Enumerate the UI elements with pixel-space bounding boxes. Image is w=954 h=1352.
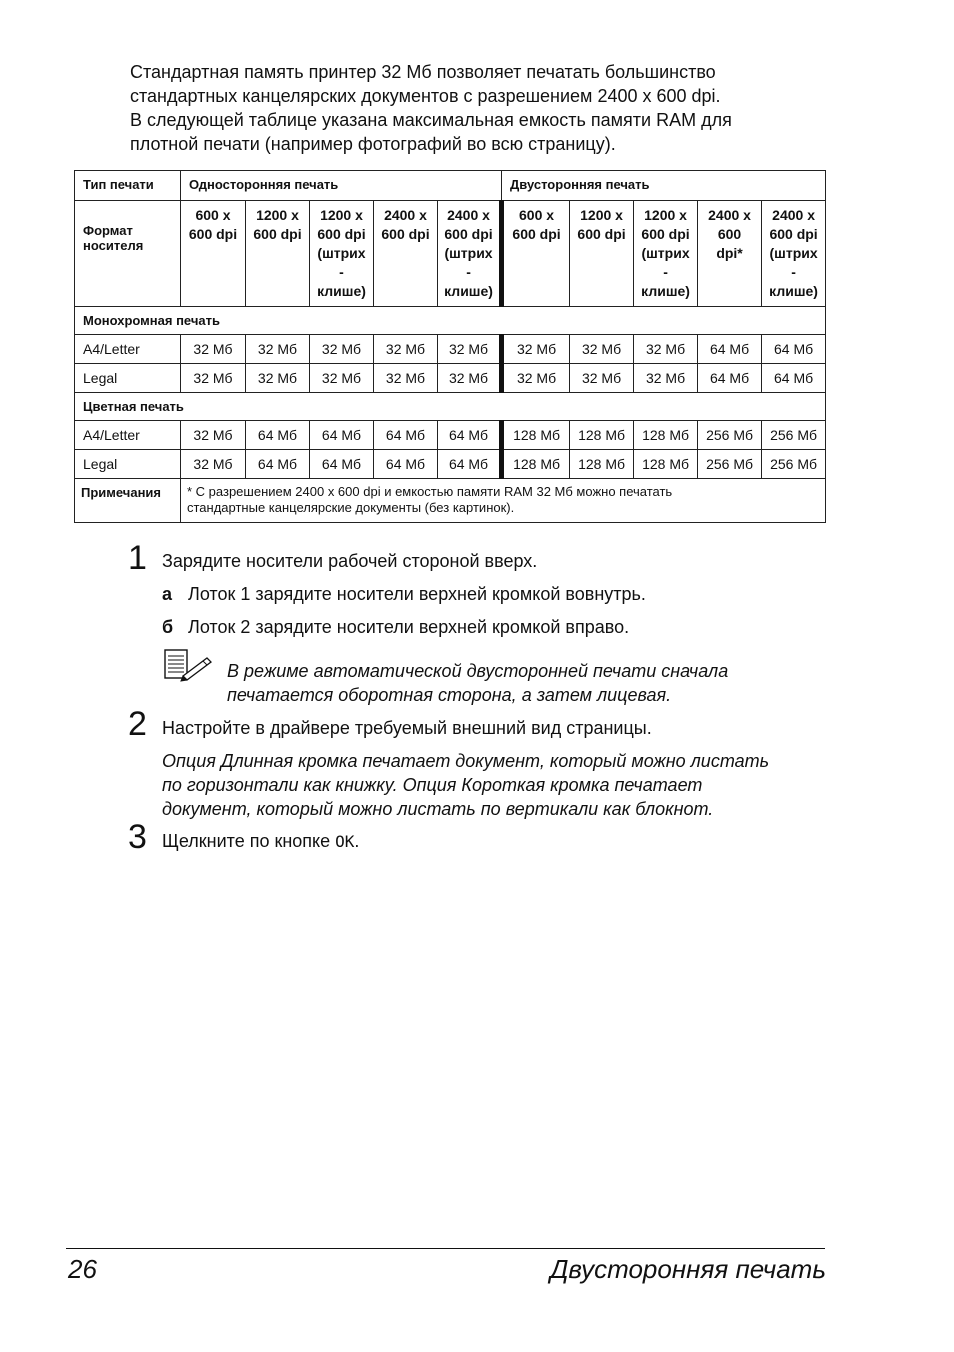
intro-line: В следующей таблице указана максимальная емкость памяти RAM для bbox=[130, 110, 732, 130]
note-line-2: печатается оборотная сторона, а затем лицевая. bbox=[227, 685, 672, 705]
substep-a-text: Лоток 1 зарядите носители верхней кромкой вовнутрь. bbox=[188, 584, 646, 604]
value-cell: 32 Мб bbox=[246, 364, 310, 393]
value-cell: 128 Мб bbox=[634, 450, 698, 479]
value-cell: 64 Мб bbox=[698, 364, 762, 393]
resolution-header: 2400 x 600 dpi bbox=[374, 201, 438, 307]
resolution-header: 1200 x 600 dpi bbox=[246, 201, 310, 307]
section-color-title: Цветная печать bbox=[75, 393, 826, 421]
page-number: 26 bbox=[68, 1254, 97, 1284]
table-row bbox=[75, 421, 826, 450]
value-cell: 128 Мб bbox=[502, 450, 570, 479]
step-2-text: Настройте в драйвере требуемый внешний вид страницы. bbox=[162, 718, 652, 738]
value-cell: 32 Мб bbox=[181, 364, 246, 393]
value-cell: 64 Мб bbox=[698, 335, 762, 364]
resolution-header: 1200 x 600 dpi (штрих - клише) bbox=[634, 201, 698, 307]
format-cell: A4/Letter bbox=[75, 421, 181, 450]
value-cell: 64 Мб bbox=[246, 421, 310, 450]
duplex-header: Двусторонняя печать bbox=[502, 171, 826, 201]
resolution-header: 2400 x 600 dpi* bbox=[698, 201, 762, 307]
step-3-text: Щелкните по кнопке OK. bbox=[162, 831, 360, 851]
value-cell: 64 Мб bbox=[246, 450, 310, 479]
value-cell: 32 Мб bbox=[181, 335, 246, 364]
table-row bbox=[75, 450, 826, 479]
value-cell: 64 Мб bbox=[438, 421, 502, 450]
value-cell: 32 Мб bbox=[634, 335, 698, 364]
value-cell: 32 Мб bbox=[502, 364, 570, 393]
value-cell: 256 Мб bbox=[698, 421, 762, 450]
value-cell: 256 Мб bbox=[762, 421, 826, 450]
value-cell: 64 Мб bbox=[762, 335, 826, 364]
resolution-header: 1200 x 600 dpi (штрих - клише) bbox=[310, 201, 374, 307]
table-row bbox=[75, 364, 826, 393]
value-cell: 64 Мб bbox=[438, 450, 502, 479]
memory-table bbox=[74, 170, 826, 523]
step-2-detail-line: по горизонтали как книжку. Опция Короткая кромка печатает bbox=[162, 775, 703, 795]
format-cell: Legal bbox=[75, 364, 181, 393]
substep-b-text: Лоток 2 зарядите носители верхней кромкой вправо. bbox=[188, 617, 630, 637]
value-cell: 32 Мб bbox=[181, 421, 246, 450]
intro-line: плотной печати (например фотографий во всю страницу). bbox=[130, 134, 616, 154]
print-type-label: Тип печати bbox=[75, 171, 181, 201]
note-pencil-icon bbox=[163, 648, 213, 682]
value-cell: 128 Мб bbox=[570, 450, 634, 479]
value-cell: 128 Мб bbox=[570, 421, 634, 450]
ok-button-label: OK bbox=[335, 832, 355, 851]
simplex-header: Односторонняя печать bbox=[181, 171, 502, 201]
value-cell: 32 Мб bbox=[570, 335, 634, 364]
intro-line: стандартных канцелярских документов с разрешением 2400 x 600 dpi. bbox=[130, 86, 721, 106]
value-cell: 64 Мб bbox=[374, 421, 438, 450]
value-cell: 64 Мб bbox=[762, 364, 826, 393]
value-cell: 256 Мб bbox=[762, 450, 826, 479]
resolution-header: 2400 x 600 dpi (штрих - клише) bbox=[762, 201, 826, 307]
resolution-header: 1200 x 600 dpi bbox=[570, 201, 634, 307]
table-row bbox=[75, 335, 826, 364]
step-1-number: 1 bbox=[128, 539, 147, 577]
step-2-detail-line: документ, который можно листать по вертикали как блокнот. bbox=[162, 799, 714, 819]
format-cell: Legal bbox=[75, 450, 181, 479]
value-cell: 32 Мб bbox=[374, 335, 438, 364]
value-cell: 32 Мб bbox=[502, 335, 570, 364]
value-cell: 32 Мб bbox=[374, 364, 438, 393]
value-cell: 64 Мб bbox=[310, 421, 374, 450]
intro-line: Стандартная память принтер 32 Мб позволяет печатать большинство bbox=[130, 62, 716, 82]
value-cell: 32 Мб bbox=[438, 335, 502, 364]
value-cell: 32 Мб bbox=[181, 450, 246, 479]
value-cell: 32 Мб bbox=[634, 364, 698, 393]
value-cell: 32 Мб bbox=[438, 364, 502, 393]
step-1-text: Зарядите носители рабочей стороной вверх. bbox=[162, 551, 538, 571]
value-cell: 256 Мб bbox=[698, 450, 762, 479]
value-cell: 128 Мб bbox=[634, 421, 698, 450]
notes-text: * С разрешением 2400 x 600 dpi и емкостью памяти RAM 32 Мб можно печатать стандартные канцелярские документы (без картинок). bbox=[181, 479, 826, 523]
footer-section-title: Двусторонняя печать bbox=[550, 1254, 826, 1284]
section-mono-title: Монохромная печать bbox=[75, 307, 826, 335]
value-cell: 128 Мб bbox=[502, 421, 570, 450]
value-cell: 64 Мб bbox=[310, 450, 374, 479]
media-format-label: Формат носителя bbox=[75, 201, 181, 307]
resolution-header: 2400 x 600 dpi (штрих - клише) bbox=[438, 201, 502, 307]
value-cell: 64 Мб bbox=[374, 450, 438, 479]
value-cell: 32 Мб bbox=[246, 335, 310, 364]
format-cell: A4/Letter bbox=[75, 335, 181, 364]
footer-rule bbox=[66, 1248, 825, 1249]
intro-paragraph bbox=[130, 60, 830, 156]
substep-a-letter: а bbox=[162, 584, 173, 604]
step-3-number: 3 bbox=[128, 818, 147, 856]
note-line-1: В режиме автоматической двусторонней печати сначала bbox=[227, 661, 729, 681]
step-2-detail-line: Опция Длинная кромка печатает документ, который можно листать bbox=[162, 751, 770, 771]
value-cell: 32 Мб bbox=[310, 335, 374, 364]
notes-label: Примечания bbox=[75, 479, 181, 523]
resolution-header: 600 x 600 dpi bbox=[181, 201, 246, 307]
resolution-header: 600 x 600 dpi bbox=[502, 201, 570, 307]
step-2-number: 2 bbox=[128, 705, 147, 743]
value-cell: 32 Мб bbox=[310, 364, 374, 393]
substep-b-letter: б bbox=[162, 617, 174, 637]
value-cell: 32 Мб bbox=[570, 364, 634, 393]
